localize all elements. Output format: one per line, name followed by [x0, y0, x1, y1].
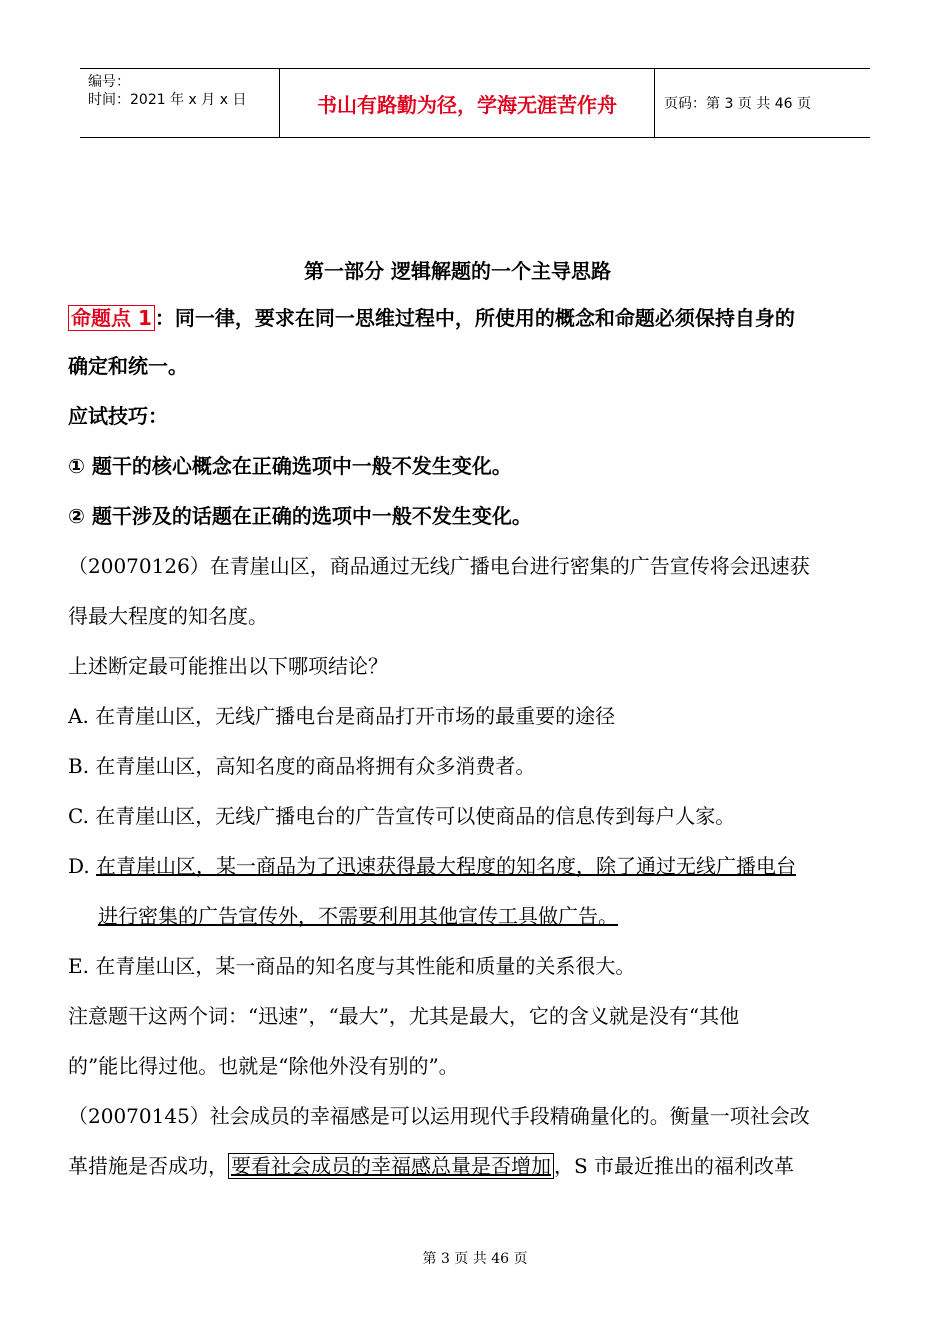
- q1-stem-2: 得最大程度的知名度。: [68, 604, 268, 628]
- q2-stem-1: （20070145）社会成员的幸福感是可以运用现代手段精确量化的。衡量一项社会改: [68, 1104, 810, 1128]
- q1-option-c: C. 在青崖山区，无线广播电台的广告宣传可以使商品的信息传到每户人家。: [68, 804, 736, 828]
- section-title: 第一部分 逻辑解题的一个主导思路: [304, 259, 611, 283]
- point-text-1: ：同一律，要求在同一思维过程中，所使用的概念和命题必须保持自身的: [154, 306, 795, 330]
- q2-boxed-phrase: 要看社会成员的幸福感总量是否增加: [228, 1153, 554, 1179]
- q1-option-d-line2: 进行密集的广告宣传外，不需要利用其他宣传工具做广告。: [98, 904, 618, 928]
- q1-prompt: 上述断定最可能推出以下哪项结论？: [68, 654, 388, 678]
- q2-stem-2: [68, 1151, 794, 1181]
- point-tag: 命题点 1: [68, 305, 155, 331]
- q1-option-b: B. 在青崖山区，高知名度的商品将拥有众多消费者。: [68, 754, 536, 778]
- header-table: [80, 68, 870, 138]
- point-line-2: 确定和统一。: [68, 354, 188, 378]
- q1-option-e: E. 在青崖山区，某一商品的知名度与其性能和质量的关系很大。: [68, 954, 636, 978]
- q1-option-a: A. 在青崖山区，无线广播电台是商品打开市场的最重要的途径: [68, 704, 616, 728]
- number-label: 编号：: [88, 74, 130, 90]
- page-info: 页码：第 3 页 共 46 页: [664, 96, 811, 112]
- tip-item-1: ① 题干的核心概念在正确选项中一般不发生变化。: [68, 454, 512, 478]
- tips-heading: 应试技巧：: [68, 404, 168, 428]
- tip-item-2: ② 题干涉及的话题在正确的选项中一般不发生变化。: [68, 504, 532, 528]
- q1-option-d-label: D.: [68, 854, 97, 878]
- q1-stem-1: （20070126）在青崖山区，商品通过无线广播电台进行密集的广告宣传将会迅速获: [68, 554, 810, 578]
- time-label: 时间：2021 年 x 月 x 日: [88, 92, 247, 108]
- q1-option-d-line1: [68, 851, 796, 881]
- page-footer: 第 3 页 共 46 页: [422, 1251, 528, 1267]
- q2-stem-2-after: ，S 市最近推出的福利改革: [554, 1154, 795, 1178]
- q1-note-2: 的”能比得过他。也就是“除他外没有别的”。: [68, 1054, 459, 1078]
- motto: 书山有路勤为径，学海无涯苦作舟: [280, 69, 655, 137]
- point-line-1: [68, 303, 795, 333]
- q2-stem-2-before: 革措施是否成功，: [68, 1154, 228, 1178]
- q1-option-d-text-1: 在青崖山区，某一商品为了迅速获得最大程度的知名度，除了通过无线广播电台: [96, 854, 797, 878]
- q1-note-1: 注意题干这两个词：“迅速”，“最大”，尤其是最大，它的含义就是没有“其他: [68, 1004, 740, 1028]
- header-meta-cell: [80, 69, 280, 137]
